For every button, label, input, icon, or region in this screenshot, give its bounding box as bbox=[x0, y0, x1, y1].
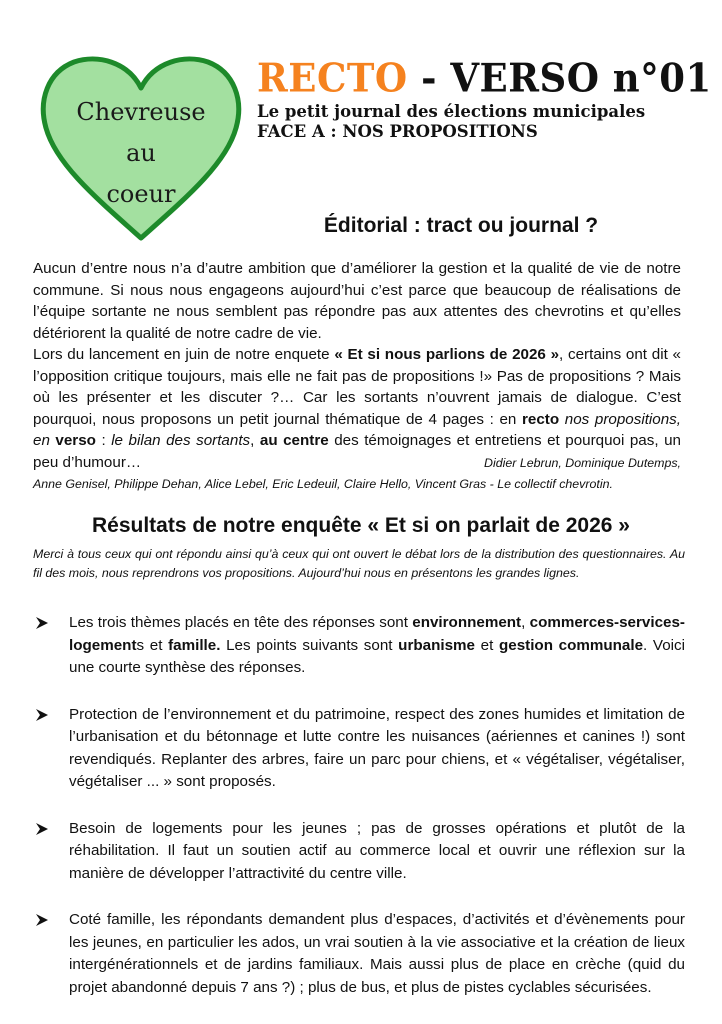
logo-line-2: au bbox=[126, 139, 156, 167]
theme: urbanisme bbox=[398, 636, 475, 654]
theme: famille. bbox=[168, 636, 221, 654]
arrowhead-bullet-icon bbox=[36, 709, 48, 721]
editorial-paragraph-2 bbox=[33, 344, 681, 473]
results-title: Résultats de notre enquête « Et si on parlait de 2026 » bbox=[91, 514, 630, 537]
centre-label: au centre bbox=[259, 432, 329, 449]
text: des témoignages et entretiens et pourquoi pas, un peu d’humour… bbox=[33, 432, 681, 471]
results-intro: Merci à tous ceux qui ont répondu ainsi qu’à ceux qui ont ouvert le débat lors de la distribution des questionnaires. Au fil des mois, nous reprendrons vos propositions. Aujourd’hui nous en présentons les grandes lignes. bbox=[33, 547, 685, 580]
text: nos propositions, en bbox=[33, 410, 681, 449]
list-item bbox=[33, 704, 685, 794]
theme: commerces-services-logement bbox=[69, 614, 685, 654]
editorial-title: Éditorial : tract ou journal ? bbox=[323, 214, 599, 237]
masthead-face: FACE A : NOS PROPOSITIONS bbox=[257, 122, 538, 141]
text: . Voici une courte synthèse des réponses. bbox=[69, 636, 685, 676]
title-dash: - bbox=[421, 54, 437, 102]
text: : bbox=[95, 432, 112, 449]
survey-name: « Et si nous parlions de 2026 » bbox=[334, 346, 560, 363]
masthead-subtitle: Le petit journal des élections municipales bbox=[257, 102, 646, 121]
masthead-title bbox=[257, 54, 717, 102]
editorial-paragraph-1: Aucun d’entre nous n’a d’autre ambition que d’améliorer la gestion et la qualité de vie de notre commune. Si nous nous engageons aujourd’hui c’est parce que beaucoup de réalisations de l’équipe sortante ne nous semblent pas répondre pas aux attentes des chevrotins et qu’elles détériorent la qualité de notre cadre de vie. bbox=[33, 260, 681, 342]
arrowhead-bullet-icon bbox=[36, 617, 48, 629]
logo-line-1: Chevreuse bbox=[76, 98, 206, 126]
title-verso: VERSO n°01 bbox=[450, 54, 712, 102]
text: Besoin de logements pour les jeunes ; pas de grosses opérations et plutôt de la réhabilitation. Il faut un soutien actif au commerce local et ouvrir une réflexion sur la manière de développer l’attractivité du centre ville. bbox=[69, 819, 685, 882]
text: Lors du lancement en juin de notre enquete bbox=[33, 346, 335, 363]
text: , certains ont dit « l’opposition critique toujours, mais elle ne fait pas de propositions !» Pas de propositions ? Mais où les présenter et les discuter ?… Car les sortants n’ouvrent jamais de dialogue. C’est pourquoi, nous proposons un petit journal thématique de 4 pages : en bbox=[33, 346, 681, 428]
list-item bbox=[33, 818, 685, 886]
arrowhead-bullet-icon bbox=[36, 914, 48, 926]
theme: gestion communale bbox=[498, 636, 644, 654]
text: , bbox=[521, 614, 530, 631]
signature-line-2: Anne Genisel, Philippe Dehan, Alice Lebel, Eric Ledeuil, Claire Hello, Vincent Gras - Le collectif chevrotin. bbox=[33, 477, 613, 491]
text: Protection de l’environnement et du patrimoine, respect des zones humides et limitation de l’urbanisation et du bétonnage et lutte contre les nuisances (aériennes et canines !) sont revendiqués. Replanter des arbres, faire un parc pour chiens, et « végétaliser, végétaliser, végétaliser ... » sont proposés. bbox=[69, 705, 685, 790]
list-item bbox=[33, 909, 685, 999]
text: Les points suivants sont bbox=[220, 636, 399, 654]
logo-text bbox=[36, 92, 246, 215]
results-list bbox=[33, 612, 685, 999]
text: Les trois thèmes placés en tête des réponses sont bbox=[69, 614, 413, 631]
list-item bbox=[33, 612, 685, 680]
recto-label: recto bbox=[521, 410, 560, 428]
title-recto: RECTO bbox=[257, 54, 408, 102]
logo-line-3: coeur bbox=[106, 180, 176, 208]
signature-line-1: Didier Lebrun, Dominique Dutemps, bbox=[484, 455, 681, 470]
text: Coté famille, les répondants demandent plus d’espaces, d’activités et d’évènements pour les jeunes, en particulier les ados, un vrai soutien à la vie associative et la création de lieux intergénérationnels et de jardins familiaux. Mais aussi plus de place en crèche (quid du projet abandonné depuis 7 ans ?) ; plus de bus, et plus de pistes cyclables sécurisées. bbox=[69, 911, 685, 996]
verso-label: verso bbox=[55, 432, 96, 449]
arrowhead-bullet-icon bbox=[36, 823, 48, 835]
text: le bilan des sortants bbox=[111, 432, 251, 449]
text: , bbox=[250, 432, 260, 449]
text: et bbox=[474, 636, 499, 654]
masthead bbox=[257, 54, 717, 142]
text: s et bbox=[136, 636, 169, 654]
theme: environnement bbox=[412, 614, 522, 631]
editorial-body bbox=[33, 258, 681, 496]
